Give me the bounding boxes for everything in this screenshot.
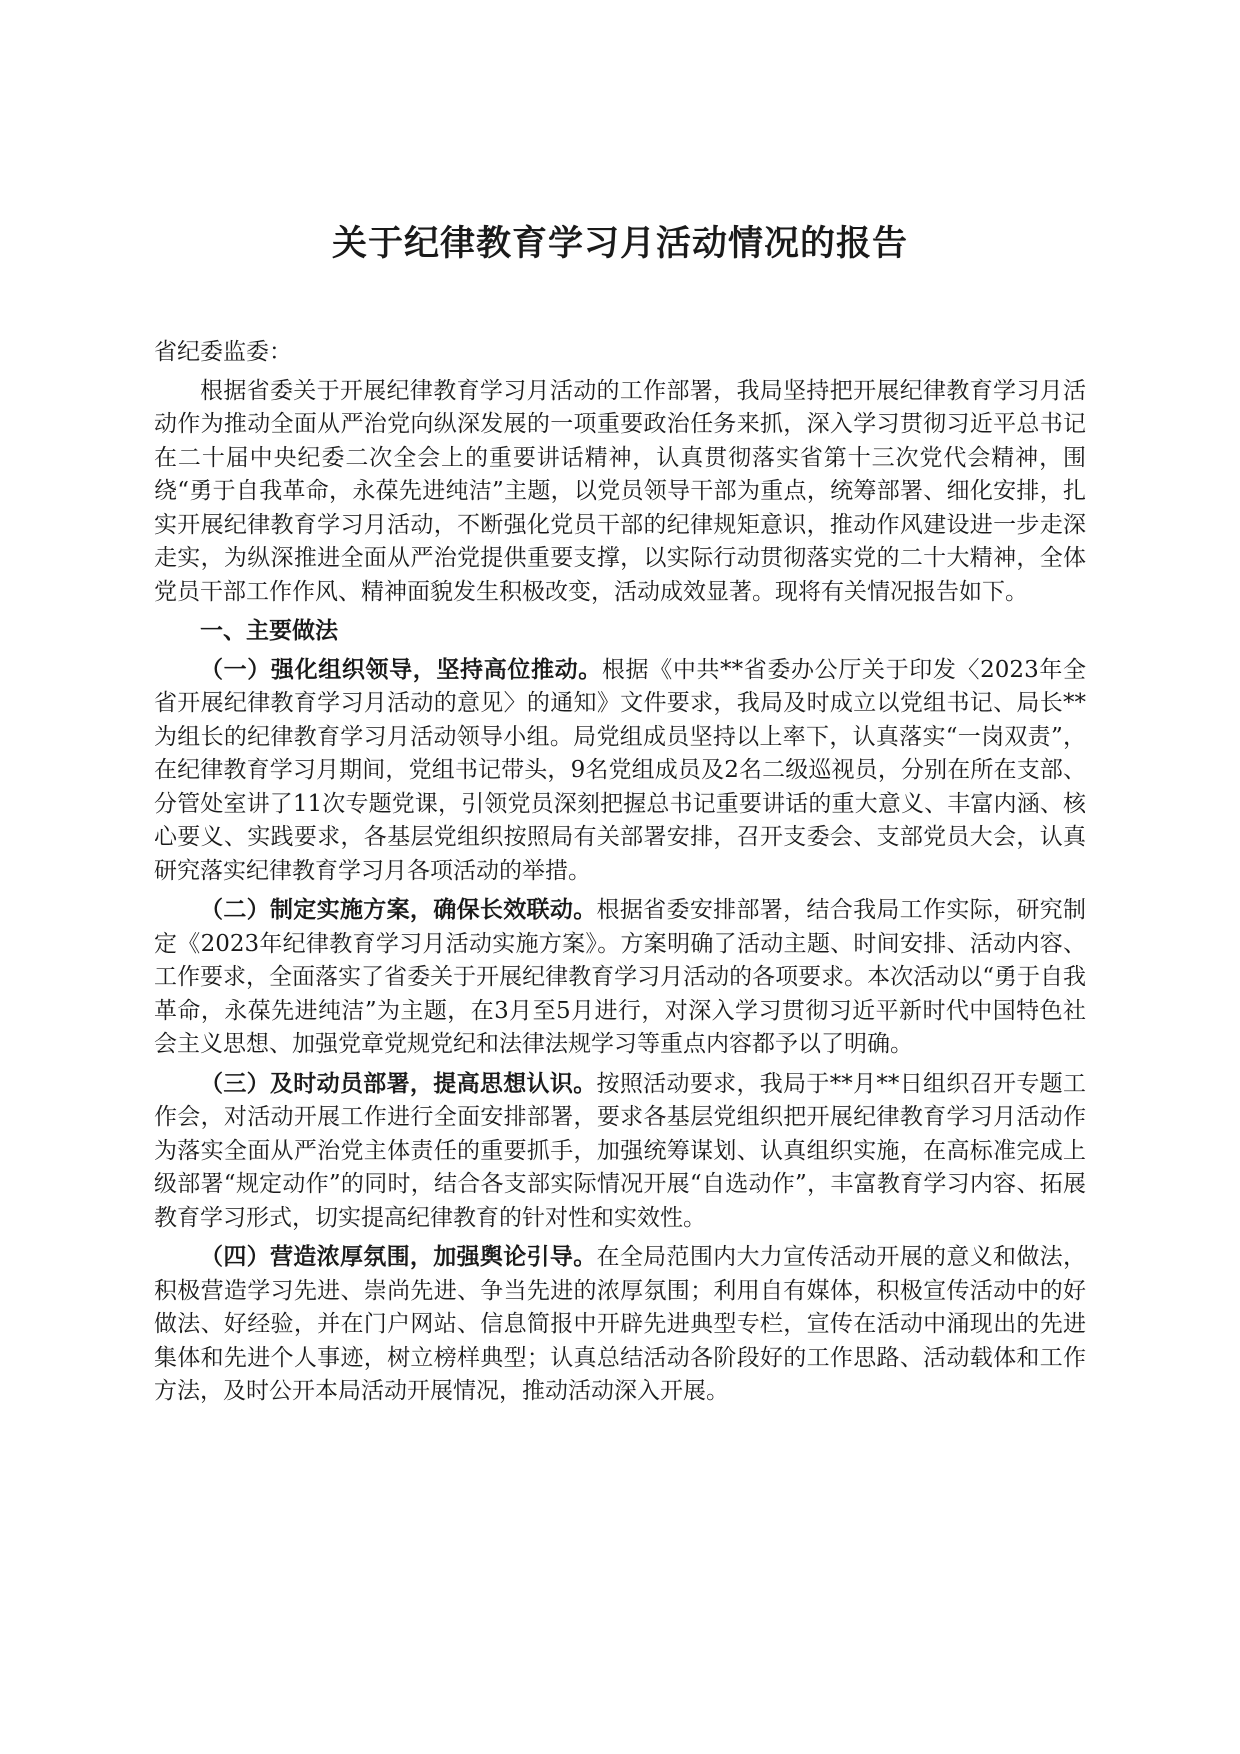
section-heading: 一、主要做法 <box>200 617 338 644</box>
document-title: 关于纪律教育学习月活动情况的报告 <box>331 223 908 264</box>
subsection-1-text: 根据《中共**省委办公厅关于印发〈2023年全省开展纪律教育学习月活动的意见〉的通知》文件要求，我局及时成立以党组书记、局长**为组长的纪律教育学习月活动领导小组。局党组成员坚持以上率下，认真落实“一岗双责”，在纪律教育学习月期间，党组书记带头，9名党组成员及2名二级巡视员，分别在所在支部、分管处室讲了11次专题党课，引领党员深刻把握总书记重要讲话的重大意义、丰富内涵、核心要义、实践要求，各基层党组织按照局有关部署安排，召开支委会、支部党员大会，认真研究落实纪律教育学习月各项活动的举措。 <box>154 656 1086 884</box>
salutation: 省纪委监委： <box>154 339 292 365</box>
intro-paragraph: 根据省委关于开展纪律教育学习月活动的工作部署，我局坚持把开展纪律教育学习月活动作为推动全面从严治党向纵深发展的一项重要政治任务来抓，深入学习贯彻习近平总书记在二十届中央纪委二次全会上的重要讲话精神，认真贯彻落实省第十三次党代会精神，围绕“勇于自我革命，永葆先进纯洁”主题，以党员领导干部为重点，统筹部署、细化安排，扎实开展纪律教育学习月活动，不断强化党员干部的纪律规矩意识，推动作风建设进一步走深走实，为纵深推进全面从严治党提供重要支撑，以实际行动贯彻落实党的二十大精神，全体党员干部工作作风、精神面貌发生积极改变，活动成效显著。现将有关情况报告如下。 <box>154 377 1086 605</box>
subsection-3-lead: （三）及时动员部署，提高思想认识。 <box>200 1069 597 1097</box>
subsection-2 <box>154 893 1086 1062</box>
subsection-2-text: 根据省委安排部署，结合我局工作实际，研究制定《2023年纪律教育学习月活动实施方案》。方案明确了活动主题、时间安排、活动内容、工作要求，全面落实了省委关于开展纪律教育学习月活动的各项要求。本次活动以“勇于自我革命，永葆先进纯洁”为主题，在3月至5月进行，对深入学习贯彻习近平新时代中国特色社会主义思想、加强党章党规党纪和法律法规学习等重点内容都予以了明确。 <box>154 897 1087 1057</box>
subsection-1 <box>154 653 1086 889</box>
subsection-3 <box>154 1067 1086 1236</box>
subsection-4 <box>154 1240 1086 1409</box>
subsection-1-lead: （一）强化组织领导，坚持高位推动。 <box>200 655 602 683</box>
subsection-3-text: 按照活动要求，我局于**月**日组织召开专题工作会，对活动开展工作进行全面安排部署，要求各基层党组织把开展纪律教育学习月活动作为落实全面从严治党主体责任的重要抓手，加强统筹谋划、认真组织实施，在高标准完成上级部署“规定动作”的同时，结合各支部实际情况开展“自选动作”，丰富教育学习内容、拓展教育学习形式，切实提高纪律教育的针对性和实效性。 <box>154 1070 1087 1231</box>
subsection-4-text: 在全局范围内大力宣传活动开展的意义和做法，积极营造学习先进、崇尚先进、争当先进的浓厚氛围；利用自有媒体，积极宣传活动中的好做法、好经验，并在门户网站、信息简报中开辟先进典型专栏，宣传在活动中涌现出的先进集体和先进个人事迹，树立榜样典型；认真总结活动各阶段好的工作思路、活动载体和工作方法，及时公开本局活动开展情况，推动活动深入开展。 <box>154 1244 1087 1404</box>
document-body <box>154 336 1086 1414</box>
subsection-2-lead: （二）制定实施方案，确保长效联动。 <box>200 896 597 923</box>
subsection-4-lead: （四）营造浓厚氛围，加强舆论引导。 <box>200 1243 597 1270</box>
